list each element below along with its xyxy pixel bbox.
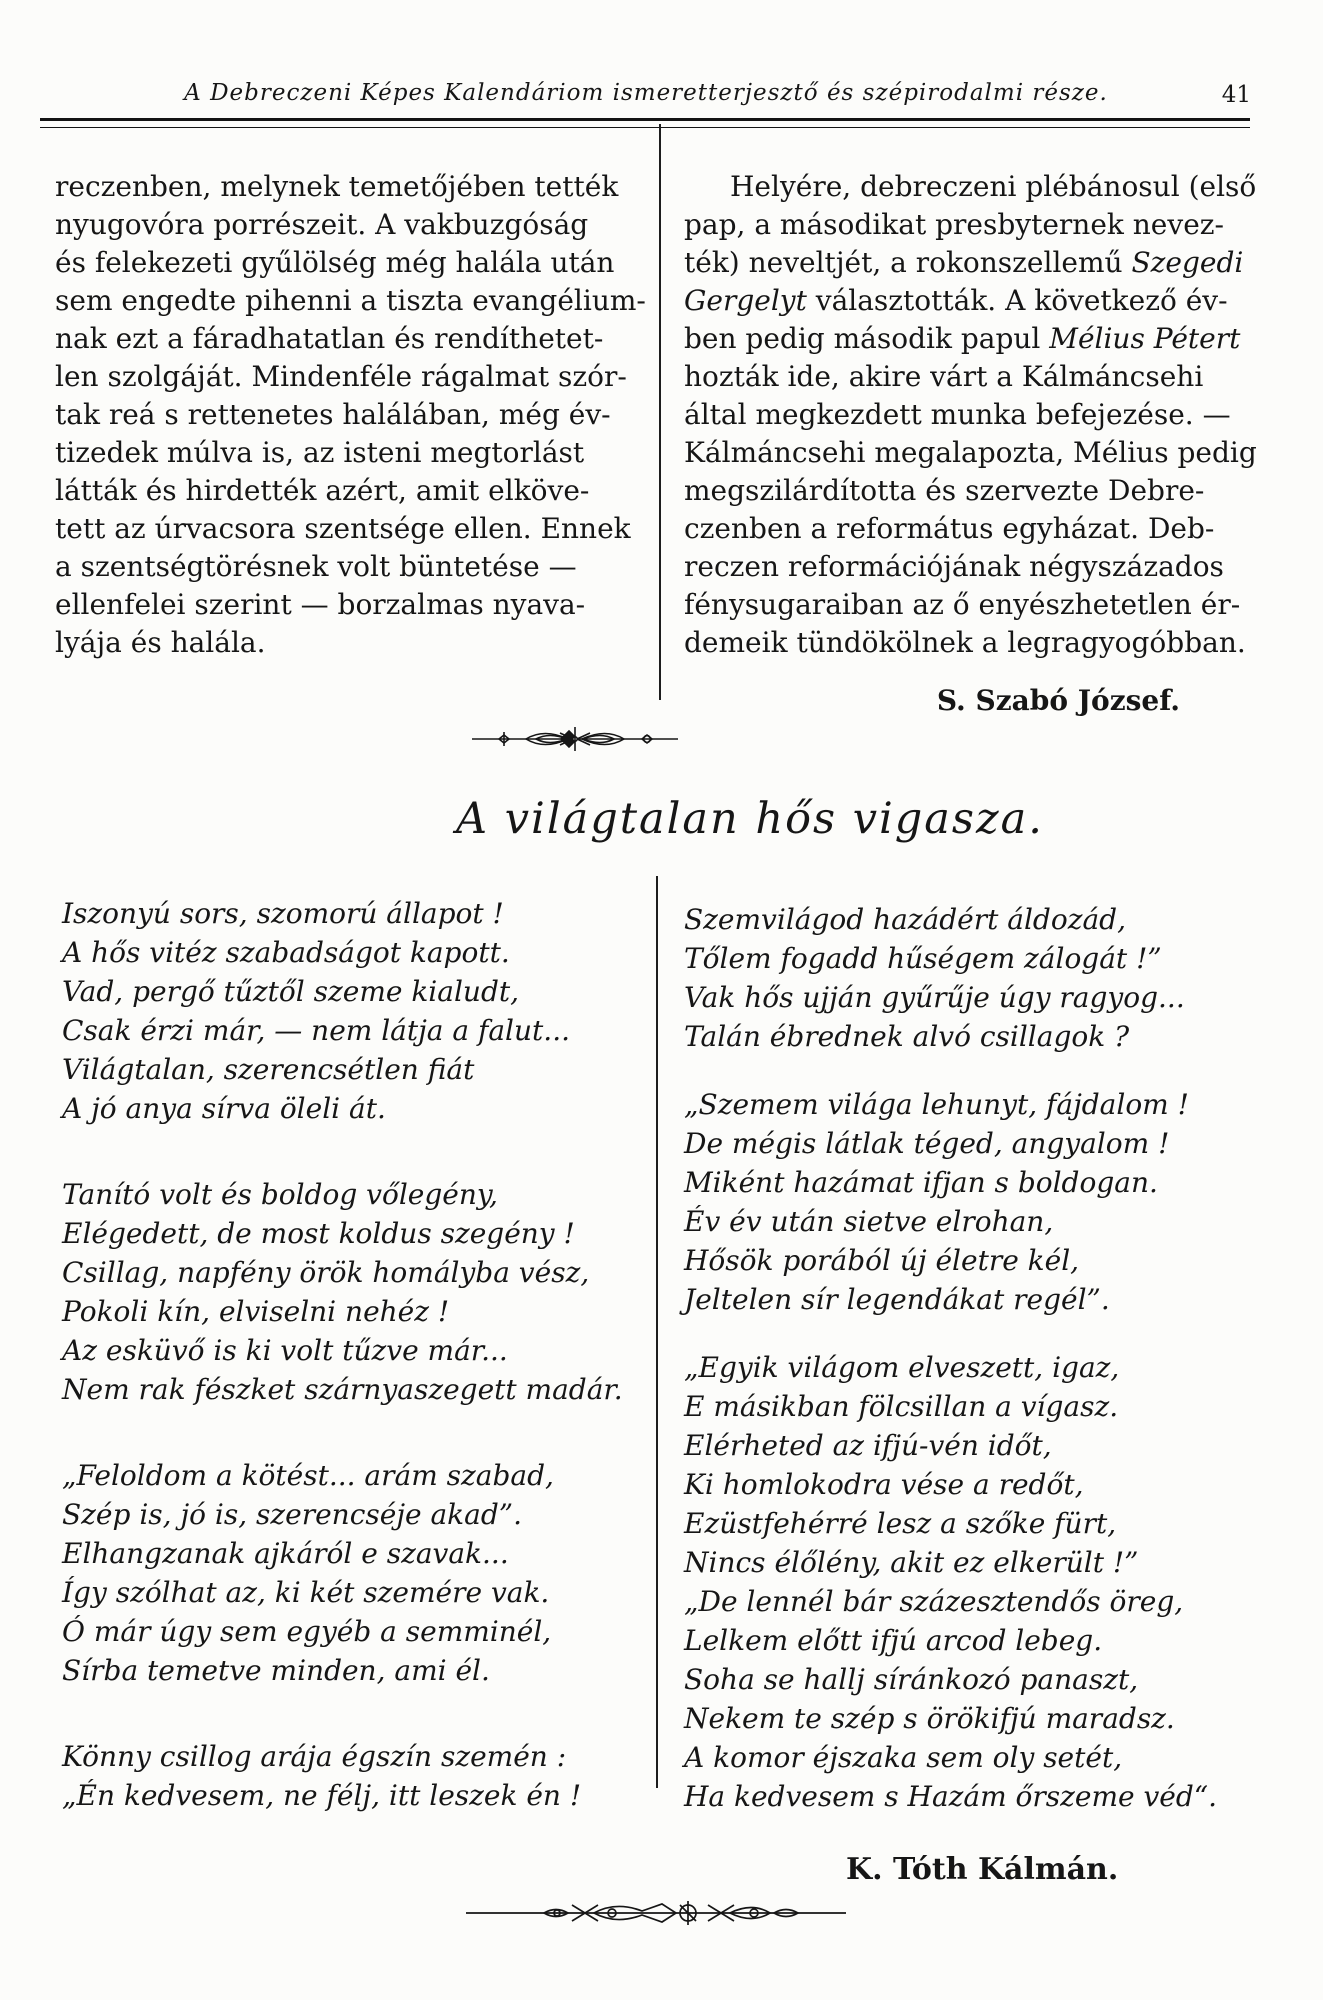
page-number: 41 (1221, 82, 1251, 108)
article-author-signature: S. Szabó József. (936, 684, 1180, 717)
article-left-column: reczenben, melynek temetőjében tették nyugovóra porrészeit. A vakbuzgóság és felekezeti gyűlölség még halála után sem engedte pihenni a tiszta evangélium- nak ezt a fáradhatatlan és rendíthetet- len szolgáját. Mindenféle rágalmat szór- tak reá s rettenetes halálában, még év- tizedek múlva is, az isteni megtorlást látták és hirdették azért, amit elköve- tett az úrvacsora szentsége ellen. Ennek a szentségtörésnek volt büntetése — ellenfelei szerint — borzalmas nyava- lyája és halála. (55, 170, 646, 659)
footer-ornament-icon (466, 1896, 846, 1930)
article-column-divider (659, 124, 661, 700)
poem-title: A világtalan hős vigasza. (456, 794, 1044, 844)
poem-column-divider (656, 876, 658, 1788)
header-rule (40, 118, 1250, 128)
section-divider-ornament-icon (472, 724, 678, 754)
running-head-title: A Debreczeni Képes Kalendáriom ismeretterjesztő és szépirodalmi része. (184, 80, 1108, 106)
poem-author-signature: K. Tóth Kálmán. (846, 1852, 1119, 1887)
article-right-column: Helyére, debreczeni plébánosul (első pap, a másodikat presbyternek nevez- ték) neveltjét, a rokonszellemű Szegedi Gergelyt választották. A következő év- ben pedig második papul Mélius Pétert hozták ide, akire várt a Kálmáncsehi által megkezdett munka befejezése. — Kálmáncsehi megalapozta, Mélius pedig megszilárdította és szervezte Debre- czenben a református egyházat. Deb- reczen reformációjának négyszázados fénysugaraiban az ő enyészhetetlen ér- demeik tündökölnek a legragyogóbban. (684, 170, 1257, 659)
poem-left-column: Iszonyú sors, szomorú állapot ! A hős vitéz szabadságot kapott. Vad, pergő tűztől szeme kialudt, Csak érzi már, — nem látja a falut... Világtalan, szerencsétlen fiát A jó anya sírva öleli át. Tanító volt és boldog vőlegény, Elégedett, de most koldus szegény ! Csillag, napfény örök homályba vész, Pokoli kín, elviselni nehéz ! Az esküvő is ki volt tűzve már... Nem rak fészket szárnyaszegett madár. „Feloldom a kötést... arám szabad, Szép is, jó is, szerencséje akad”. Elhangzanak ajkáról e szavak... Így szólhat az, ki két szemére vak. Ó már úgy sem egyéb a semminél, Sírba temetve minden, ami él. Könny csillog arája égszín szemén : „Én kedvesem, ne félj, itt leszek én ! (62, 897, 623, 1812)
poem-right-column: Szemvilágod hazádért áldozád, Tőlem fogadd hűségem zálogát !” Vak hős ujján gyűrűje úgy ragyog... Talán ébrednek alvó csillagok ? „Szemem világa lehunyt, fájdalom ! De mégis látlak téged, angyalom ! Miként hazámat ifjan s boldogan. Év év után sietve elrohan, Hősök porából új életre kél, Jeltelen sír legendákat regél”. „Egyik világom elveszett, igaz, E másikban fölcsillan a vígasz. Elérheted az ifjú-vén időt, Ki homlokodra vése a redőt, Ezüstfehérré lesz a szőke fürt, Nincs élőlény, akit ez elkerült !” „De lennél bár százesztendős öreg, Lelkem előtt ifjú arcod lebeg. Soha se hallj síránkozó panaszt, Nekem te szép s örökifjú maradsz. A komor éjszaka sem oly setét, Ha kedvesem s Hazám őrszeme véd“. (684, 903, 1218, 1813)
